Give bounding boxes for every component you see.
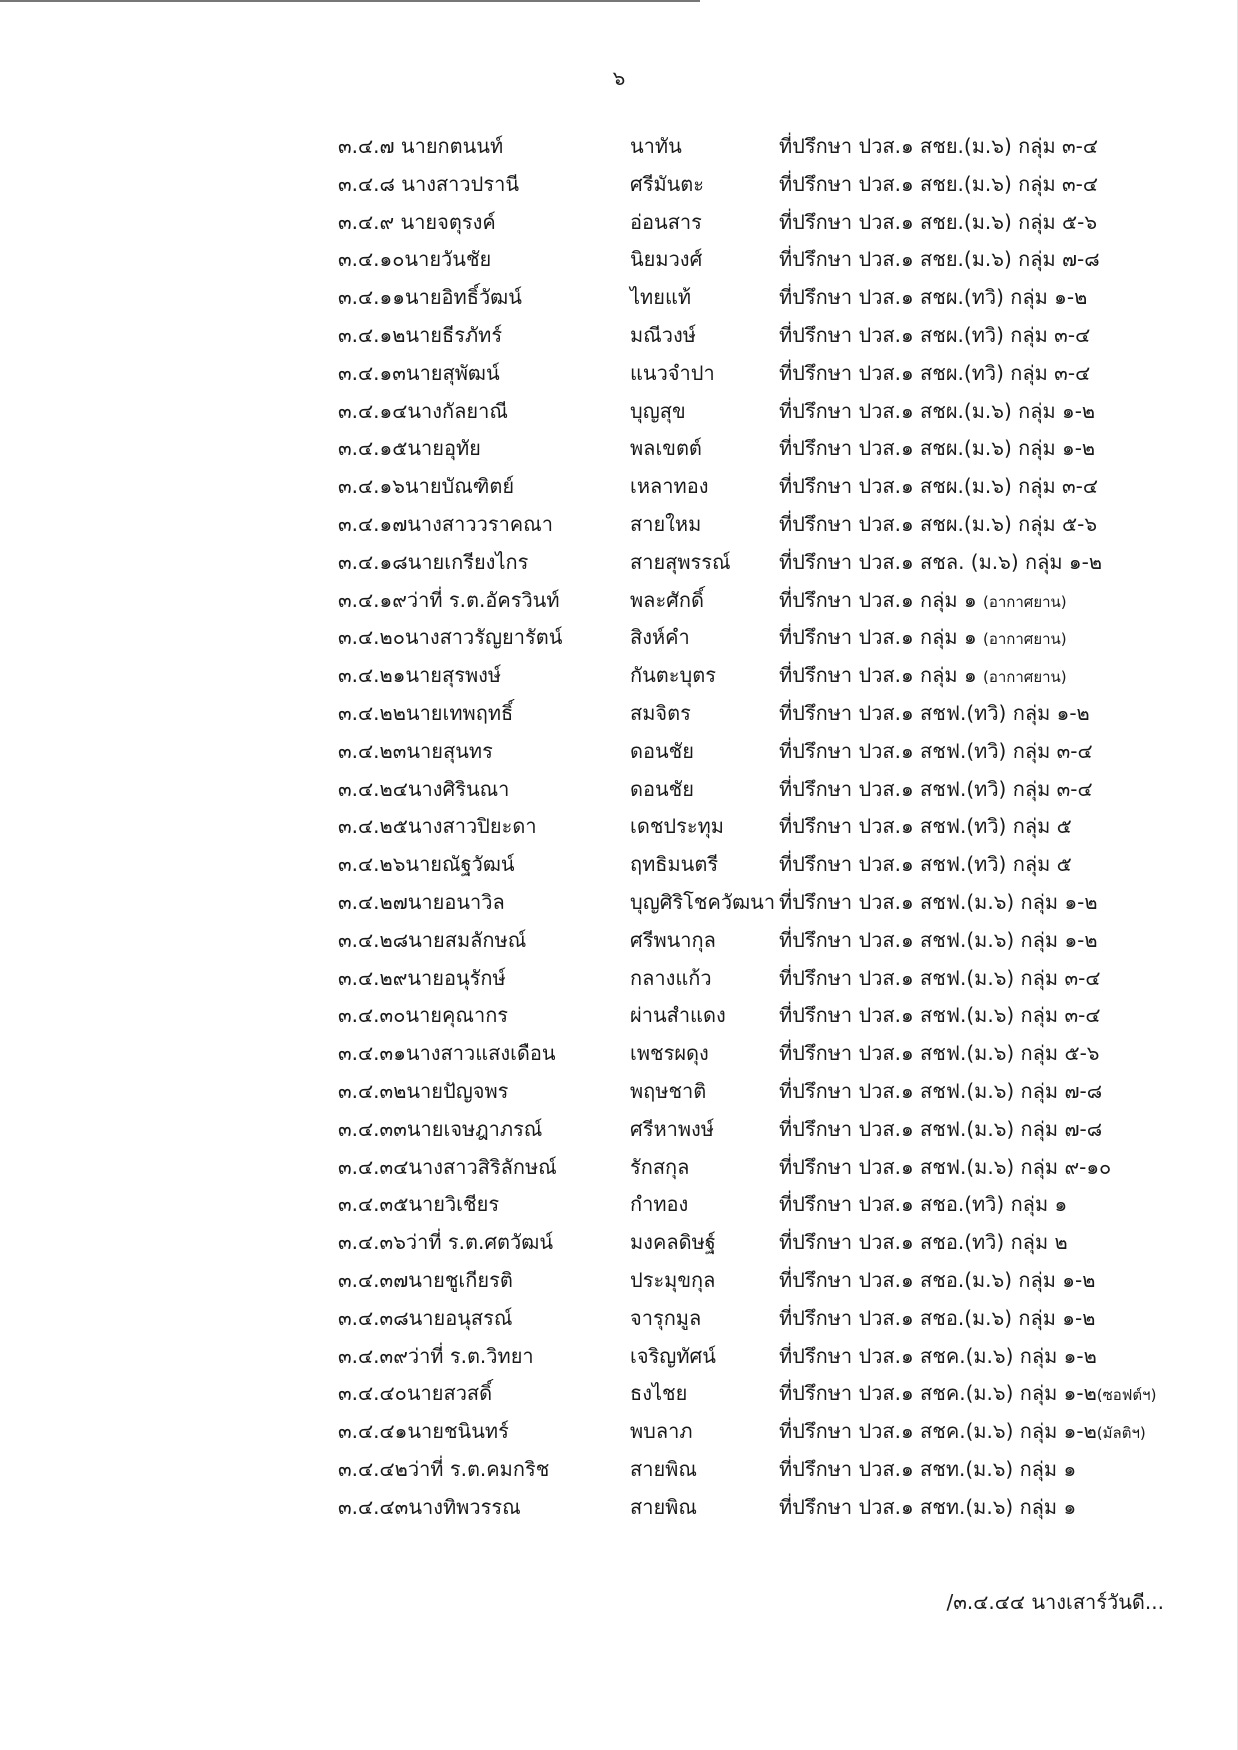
entry-role-text: ที่ปรึกษา ปวส.๑ สชฟ.(ทวิ) กลุ่ม ๓-๔: [779, 776, 1093, 801]
list-item: [338, 1190, 1218, 1228]
entry-surname: กลางแก้ว: [630, 965, 712, 990]
entry-role-text: ที่ปรึกษา ปวส.๑ สชค.(ม.๖) กลุ่ม ๑-๒: [779, 1343, 1097, 1368]
entry-role: [779, 775, 1093, 803]
list-item: [338, 699, 1218, 737]
list-item: [338, 397, 1218, 435]
list-item: [338, 850, 1218, 888]
entry-role-text: ที่ปรึกษา ปวส.๑ สชย.(ม.๖) กลุ่ม ๕-๖: [779, 209, 1098, 234]
entry-number-name: ๓.๔.๓๗นายชูเกียรติ: [338, 1267, 513, 1292]
entry-number-name: ๓.๔.๓๐นายคุณากร: [338, 1003, 509, 1028]
list-item: [338, 208, 1218, 246]
entry-role-text: ที่ปรึกษา ปวส.๑ สชอ.(ม.๖) กลุ่ม ๑-๒: [779, 1267, 1096, 1292]
entry-role-text: ที่ปรึกษา ปวส.๑ สชผ.(ทวิ) กลุ่ม ๓-๔: [779, 322, 1091, 347]
assignment-list: [338, 132, 1218, 1530]
entry-role-text: ที่ปรึกษา ปวส.๑ สชย.(ม.๖) กลุ่ม ๓-๔: [779, 171, 1099, 196]
list-item: [338, 510, 1218, 548]
list-item: [338, 1153, 1218, 1191]
entry-role: [779, 1077, 1102, 1105]
list-item: [338, 926, 1218, 964]
entry-role-text: ที่ปรึกษา ปวส.๑ สชอ.(ทวิ) กลุ่ม ๒: [779, 1230, 1068, 1255]
entry-role-note: (อากาศยาน): [983, 668, 1067, 687]
entry-number-name: ๓.๔.๓๓นายเจษฎาภรณ์: [338, 1116, 543, 1141]
entry-number-name: ๓.๔.๓๔นางสาวสิริลักษณ์: [338, 1154, 557, 1179]
list-item: [338, 1266, 1218, 1304]
entry-role-text: ที่ปรึกษา ปวส.๑ สชย.(ม.๖) กลุ่ม ๓-๔: [779, 134, 1099, 158]
entry-surname: บุญศิริโชควัฒนา: [630, 889, 776, 914]
list-item: [338, 1228, 1218, 1266]
entry-role-note: (ซอฟต์ฯ): [1096, 1386, 1157, 1405]
entry-role: [779, 1115, 1102, 1143]
entry-role: [779, 434, 1095, 462]
entry-role-text: ที่ปรึกษา ปวส.๑ สชท.(ม.๖) กลุ่ม ๑: [779, 1456, 1077, 1481]
entry-role-text: ที่ปรึกษา ปวส.๑ สชท.(ม.๖) กลุ่ม ๑: [779, 1494, 1077, 1519]
entry-surname: สายใหม: [630, 511, 702, 536]
list-item: [338, 661, 1218, 699]
list-item: [338, 1001, 1218, 1039]
entry-role: [779, 1379, 1156, 1409]
entry-number-name: ๓.๔.๑๒นายธีรภัทร์: [338, 322, 503, 347]
entry-role: [779, 245, 1100, 273]
entry-surname: ดอนชัย: [630, 776, 694, 801]
list-item: [338, 623, 1218, 661]
list-item: [338, 283, 1218, 321]
entry-role-text: ที่ปรึกษา ปวส.๑ สชผ.(ม.๖) กลุ่ม ๕-๖: [779, 511, 1098, 536]
entry-role-text: ที่ปรึกษา ปวส.๑ สชอ.(ทวิ) กลุ่ม ๑: [779, 1192, 1068, 1217]
entry-number-name: ๓.๔.๑๔นางกัลยาณี: [338, 398, 508, 423]
entry-surname: เพชรผดุง: [630, 1041, 709, 1066]
entry-number-name: ๓.๔.๒๙นายอนุรักษ์: [338, 965, 506, 990]
list-item: [338, 586, 1218, 624]
entry-role-text: ที่ปรึกษา ปวส.๑ สชผ.(ม.๖) กลุ่ม ๑-๒: [779, 436, 1096, 461]
entry-surname: มงคลดิษฐ์: [630, 1230, 716, 1255]
entry-role-text: ที่ปรึกษา ปวส.๑ สชฟ.(ม.๖) กลุ่ม ๓-๔: [779, 965, 1101, 990]
entry-number-name: ๓.๔.๓๒นายปัญจพร: [338, 1078, 509, 1103]
entry-surname: พบลาภ: [630, 1419, 693, 1444]
entry-surname: ศรีมันตะ: [630, 171, 705, 196]
entry-role: [779, 359, 1090, 387]
entry-role: [779, 926, 1098, 954]
entry-role-text: ที่ปรึกษา ปวส.๑ สชฟ.(ม.๖) กลุ่ม ๓-๔: [779, 1003, 1101, 1028]
entry-surname: แนวจำปา: [630, 360, 715, 385]
entry-number-name: ๓.๔.๓๙ว่าที่ ร.ต.วิทยา: [338, 1343, 534, 1368]
entry-number-name: ๓.๔.๓๕นายวิเชียร: [338, 1192, 500, 1217]
entry-role: [779, 1228, 1068, 1256]
list-item: [338, 1342, 1218, 1380]
entry-role-text: ที่ปรึกษา ปวส.๑ สชล. (ม.๖) กลุ่ม ๑-๒: [779, 549, 1102, 574]
entry-surname: ประมุขกุล: [630, 1267, 716, 1292]
entry-number-name: ๓.๔.๗ นายกตนนท์: [338, 134, 504, 158]
entry-surname: ศรีหาพงษ์: [630, 1116, 714, 1141]
list-item: [338, 1077, 1218, 1115]
entry-role-text: ที่ปรึกษา ปวส.๑ สชฟ.(ม.๖) กลุ่ม ๗-๘: [779, 1116, 1103, 1141]
entry-number-name: ๓.๔.๒๔นางศิรินณา: [338, 776, 510, 801]
entry-surname: เจริญทัศน์: [630, 1343, 716, 1368]
entry-number-name: ๓.๔.๑๓นายสุพัฒน์: [338, 360, 500, 385]
entry-surname: สายพิณ: [630, 1456, 697, 1481]
entry-role: [779, 132, 1098, 160]
entry-surname: ไทยแท้: [630, 285, 692, 310]
entry-surname: ศรีพนากุล: [630, 927, 716, 952]
entry-number-name: ๓.๔.๓๑นางสาวแสงเดือน: [338, 1041, 556, 1066]
entry-surname: พลเขตต์: [630, 436, 702, 461]
entry-surname: สิงห์คำ: [630, 625, 690, 650]
entry-number-name: ๓.๔.๒๕นางสาวปิยะดา: [338, 814, 537, 839]
entry-role: [779, 1039, 1100, 1067]
entry-number-name: ๓.๔.๑๗นางสาววราคณา: [338, 511, 553, 536]
continuation-marker: /๓.๔.๔๔ นางเสาร์วันดี...: [946, 1590, 1164, 1614]
entry-role: [779, 661, 1067, 691]
list-item: [338, 1304, 1218, 1342]
entry-role: [779, 737, 1093, 765]
list-item: [338, 737, 1218, 775]
entry-role: [779, 623, 1067, 653]
scan-edge-top: [0, 0, 700, 2]
entry-number-name: ๓.๔.๔๓นางทิพวรรณ: [338, 1494, 521, 1519]
entry-role-note: (อากาศยาน): [983, 592, 1067, 611]
entry-number-name: ๓.๔.๓๘นายอนุสรณ์: [338, 1305, 513, 1330]
list-item: [338, 1039, 1218, 1077]
entry-role: [779, 1493, 1076, 1521]
entry-role: [779, 1190, 1067, 1218]
entry-number-name: ๓.๔.๑๑นายอิทธิ์วัฒน์: [338, 285, 522, 310]
entry-number-name: ๓.๔.๘ นางสาวปรานี: [338, 171, 519, 196]
entry-role: [779, 1001, 1100, 1029]
entry-role-text: ที่ปรึกษา ปวส.๑ สชผ.(ม.๖) กลุ่ม ๑-๒: [779, 398, 1096, 423]
entry-role-text: ที่ปรึกษา ปวส.๑ สชผ.(ม.๖) กลุ่ม ๓-๔: [779, 474, 1099, 499]
entry-number-name: ๓.๔.๒๒นายเทพฤทธิ์: [338, 700, 514, 725]
entry-role-text: ที่ปรึกษา ปวส.๑ สชฟ.(ม.๖) กลุ่ม ๑-๒: [779, 927, 1098, 952]
entry-number-name: ๓.๔.๙ นายจตุรงค์: [338, 209, 496, 234]
list-item: [338, 321, 1218, 359]
list-item: [338, 812, 1218, 850]
entry-role-note: (มัลติฯ): [1096, 1424, 1146, 1443]
entry-surname: กำทอง: [630, 1192, 689, 1217]
entry-role: [779, 586, 1067, 616]
list-item: [338, 132, 1218, 170]
entry-surname: นาทัน: [630, 134, 682, 158]
entry-number-name: ๓.๔.๓๖ว่าที่ ร.ต.ศตวัฒน์: [338, 1230, 553, 1255]
entry-role-text: ที่ปรึกษา ปวส.๑ กลุ่ม ๑: [779, 625, 984, 650]
entry-role: [779, 170, 1098, 198]
list-item: [338, 359, 1218, 397]
entry-number-name: ๓.๔.๑๖นายบัณฑิตย์: [338, 474, 515, 499]
entry-role-text: ที่ปรึกษา ปวส.๑ สชฟ.(ทวิ) กลุ่ม ๓-๔: [779, 738, 1093, 763]
entry-role: [779, 283, 1087, 311]
entry-number-name: ๓.๔.๔๐นายสวสดิ์: [338, 1381, 493, 1406]
entry-surname: ผ่านสำแดง: [630, 1003, 726, 1028]
entry-role-text: ที่ปรึกษา ปวส.๑ สชฟ.(ม.๖) กลุ่ม ๑-๒: [779, 889, 1098, 914]
entry-surname: สมจิตร: [630, 700, 691, 725]
entry-surname: เดชประทุม: [630, 814, 724, 839]
entry-surname: บุญสุข: [630, 398, 686, 423]
entry-surname: ธงไชย: [630, 1381, 688, 1406]
list-item: [338, 1417, 1218, 1455]
entry-surname: ดอนชัย: [630, 738, 694, 763]
entry-number-name: ๓.๔.๒๘นายสมลักษณ์: [338, 927, 527, 952]
entry-number-name: ๓.๔.๔๑นายชนินทร์: [338, 1419, 509, 1444]
entry-role: [779, 1455, 1076, 1483]
entry-number-name: ๓.๔.๒๑นายสุรพงษ์: [338, 663, 502, 688]
list-item: [338, 1455, 1218, 1493]
entry-role: [779, 1417, 1146, 1447]
entry-number-name: ๓.๔.๒๓นายสุนทร: [338, 738, 493, 763]
entry-role-text: ที่ปรึกษา ปวส.๑ สชฟ.(ทวิ) กลุ่ม ๕: [779, 814, 1072, 839]
list-item: [338, 434, 1218, 472]
entry-role-text: ที่ปรึกษา ปวส.๑ กลุ่ม ๑: [779, 587, 984, 612]
entry-role-text: ที่ปรึกษา ปวส.๑ สชฟ.(ม.๖) กลุ่ม ๗-๘: [779, 1078, 1103, 1103]
entry-number-name: ๓.๔.๒๐นางสาวรัญยารัตน์: [338, 625, 563, 650]
entry-role: [779, 1266, 1095, 1294]
entry-role-text: ที่ปรึกษา ปวส.๑ สชฟ.(ม.๖) กลุ่ม ๙-๑๐: [779, 1154, 1112, 1179]
entry-role: [779, 888, 1098, 916]
entry-role: [779, 964, 1100, 992]
entry-role-text: ที่ปรึกษา ปวส.๑ สชค.(ม.๖) กลุ่ม ๑-๒: [779, 1419, 1097, 1444]
entry-role-text: ที่ปรึกษา ปวส.๑ สชฟ.(ทวิ) กลุ่ม ๑-๒: [779, 700, 1090, 725]
entry-role: [779, 472, 1098, 500]
entry-role: [779, 397, 1095, 425]
entry-number-name: ๓.๔.๑๙ว่าที่ ร.ต.อัครวินท์: [338, 587, 560, 612]
entry-number-name: ๓.๔.๑๘นายเกรียงไกร: [338, 549, 529, 574]
list-item: [338, 775, 1218, 813]
entry-surname: อ่อนสาร: [630, 209, 702, 234]
entry-number-name: ๓.๔.๑๕นายอุทัย: [338, 436, 481, 461]
entry-role-text: ที่ปรึกษา ปวส.๑ สชฟ.(ทวิ) กลุ่ม ๕: [779, 852, 1072, 877]
list-item: [338, 888, 1218, 926]
entry-number-name: ๓.๔.๒๗นายอนาวิล: [338, 889, 505, 914]
entry-surname: รักสกุล: [630, 1154, 690, 1179]
list-item: [338, 170, 1218, 208]
entry-surname: สายพิณ: [630, 1494, 697, 1519]
entry-number-name: ๓.๔.๒๖นายณัฐวัฒน์: [338, 852, 515, 877]
entry-surname: พฤษชาติ: [630, 1078, 707, 1103]
list-item: [338, 1379, 1218, 1417]
entry-surname: สายสุพรรณ์: [630, 549, 731, 574]
entry-role-text: ที่ปรึกษา ปวส.๑ กลุ่ม ๑: [779, 663, 984, 688]
entry-surname: กันตะบุตร: [630, 663, 716, 688]
entry-surname: นิยมวงศ์: [630, 247, 703, 272]
list-item: [338, 1493, 1218, 1531]
entry-surname: ฤทธิมนตรี: [630, 852, 719, 877]
entry-role: [779, 1153, 1111, 1181]
page-number: ๖: [612, 66, 626, 90]
entry-surname: จารุกมูล: [630, 1305, 702, 1330]
entry-role: [779, 510, 1097, 538]
entry-role-note: (อากาศยาน): [983, 630, 1067, 649]
entry-surname: พละศักดิ์: [630, 587, 704, 612]
entry-surname: เหลาทอง: [630, 474, 709, 499]
entry-role: [779, 699, 1090, 727]
entry-number-name: ๓.๔.๔๒ว่าที่ ร.ต.คมกริช: [338, 1456, 550, 1481]
entry-role: [779, 321, 1090, 349]
entry-role-text: ที่ปรึกษา ปวส.๑ สชผ.(ทวิ) กลุ่ม ๓-๔: [779, 360, 1091, 385]
entry-role-text: ที่ปรึกษา ปวส.๑ สชผ.(ทวิ) กลุ่ม ๑-๒: [779, 285, 1088, 310]
entry-role-text: ที่ปรึกษา ปวส.๑ สชอ.(ม.๖) กลุ่ม ๑-๒: [779, 1305, 1096, 1330]
entry-role-text: ที่ปรึกษา ปวส.๑ สชย.(ม.๖) กลุ่ม ๗-๘: [779, 247, 1100, 272]
entry-role-text: ที่ปรึกษา ปวส.๑ สชฟ.(ม.๖) กลุ่ม ๕-๖: [779, 1041, 1100, 1066]
list-item: [338, 548, 1218, 586]
list-item: [338, 245, 1218, 283]
entry-role: [779, 1342, 1097, 1370]
list-item: [338, 472, 1218, 510]
entry-role: [779, 1304, 1095, 1332]
entry-role: [779, 548, 1102, 576]
entry-role-text: ที่ปรึกษา ปวส.๑ สชค.(ม.๖) กลุ่ม ๑-๒: [779, 1381, 1097, 1406]
entry-number-name: ๓.๔.๑๐นายวันชัย: [338, 247, 492, 272]
entry-role: [779, 850, 1072, 878]
list-item: [338, 1115, 1218, 1153]
list-item: [338, 964, 1218, 1002]
entry-role: [779, 812, 1072, 840]
entry-surname: มณีวงษ์: [630, 322, 696, 347]
entry-role: [779, 208, 1097, 236]
